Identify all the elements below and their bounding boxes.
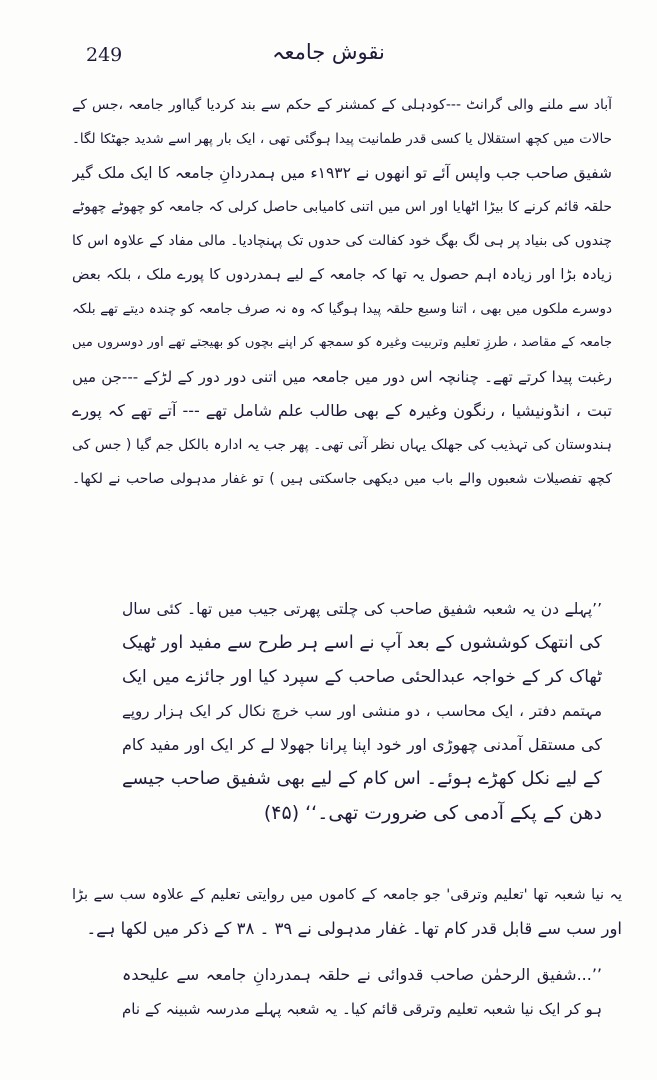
text-line: ہو کر ایک نیا شعبہ تعلیم وترقی قائم کیا۔ یہ شعبہ پہلے مدرسہ شبینہ کے نام — [122, 1000, 602, 1018]
text-line: جامعہ کے مقاصد ، طرزِ تعلیم وتربیت وغیرہ کو سمجھ کر اپنے بچوں کو بھیجتے تھے اور دوسروں میں — [72, 335, 612, 350]
paragraph-1 — [72, 88, 612, 496]
text-line: آباد سے ملنے والی گرانٹ ---کودہلی کے کمشنر کے حکم سے بند کردیا گیااور جامعہ ،جس کے — [72, 97, 612, 113]
text-line: ’’پہلے دن یہ شعبہ شفیق صاحب کی چلتی پھرتی جیب میں تھا۔ کئی سال — [122, 600, 602, 618]
text-line: کے لیے نکل کھڑے ہوئے۔ اس کام کے لیے بھی شفیق صاحب جیسے — [122, 768, 602, 789]
block-quote-2 — [122, 958, 602, 1026]
text-line: کی مستقل آمدنی چھوڑی اور خود اپنا پرانا جھولا لے کر ایک اور مفید کام — [122, 735, 602, 754]
text-line: یہ نیا شعبہ تھا 'تعلیم وترقی' جو جامعہ کے کاموں میں روایتی تعلیم کے علاوہ سب سے بڑا — [72, 887, 622, 903]
text-line: کی انتھک کوششوں کے بعد آپ نے اسے ہر طرح سے مفید اور ٹھیک — [122, 633, 602, 653]
text-line: ہندوستان کی تہذیب کی جھلک یہاں نظر آتی تھی۔ پھر جب یہ ادارہ بالکل جم گیا ( جس کی — [72, 437, 612, 453]
text-line: چندوں کی بنیاد پر ہی لگ بھگ خود کفالت کی حدوں تک پہنچادیا۔ مالی مفاد کے علاوہ اس کا — [72, 233, 612, 249]
text-line: شفیق صاحب جب واپس آئے تو انھوں نے ۱۹۳۲ء میں ہمدردانِ جامعہ کا ایک ملک گیر — [72, 164, 612, 182]
text-line: ’’...شفیق الرحمٰن صاحب قدوائی نے حلقہ ہمدردانِ جامعہ سے علیحدہ — [122, 965, 602, 984]
text-line: دھن کے پکے آدمی کی ضرورت تھی۔‘‘ (۴۵) — [263, 802, 602, 824]
text-line: حلقہ قائم کرنے کا بیڑا اٹھایا اور اس میں اتنی کامیابی حاصل کرلی کہ جامعہ کو چھوٹے چھوٹے — [72, 199, 612, 215]
text-line: اور سب سے قابل قدر کام تھا۔ غفار مدہولی نے ۳۹ ۔ ۳۸ کے ذکر میں لکھا ہے۔ — [86, 919, 622, 938]
running-title: نقوش جامعہ — [272, 40, 385, 64]
text-line: ٹھاک کر کے خواجہ عبدالحئی صاحب کے سپرد کیا اور جائزے میں ایک — [122, 667, 602, 687]
text-line: مہتمم دفتر ، ایک محاسب ، دو منشی اور سب خرچ نکال کر ایک ہزار روپے — [122, 702, 602, 720]
page-number: 249 — [86, 44, 123, 66]
text-line: تبت ، انڈونیشیا ، رنگون وغیرہ کے بھی طالب علم شامل تھے --- آتے تھے کہ پورے — [72, 401, 612, 420]
text-line: حالات میں کچھ استقلال یا کسی قدر طمانیت پیدا ہوگئی تھی ، ایک بار پھر اسے شدید جھٹکا لگا۔ — [72, 131, 612, 147]
block-quote-1 — [122, 592, 602, 830]
text-line: رغبت پیدا کرتے تھے۔ چنانچہ اس دور میں جامعہ میں اتنی دور دور کے لڑکے ---جن میں — [72, 368, 612, 386]
text-line: دوسرے ملکوں میں بھی ، اتنا وسیع حلقہ پیدا ہوگیا کہ وہ نہ صرف جامعہ کو چندہ دیتے تھے بلکہ — [72, 301, 612, 317]
text-line: زیادہ بڑا اور زیادہ اہم حصول یہ تھا کہ جامعہ کے لیے ہمدردوں کا پورے ملک ، بلکہ بعض — [72, 267, 612, 283]
paragraph-2 — [72, 878, 622, 946]
text-line: کچھ تفصیلات شعبوں والے باب میں دیکھی جاسکتی ہیں ) تو غفار مدہولی صاحب نے لکھا۔ — [72, 471, 612, 487]
